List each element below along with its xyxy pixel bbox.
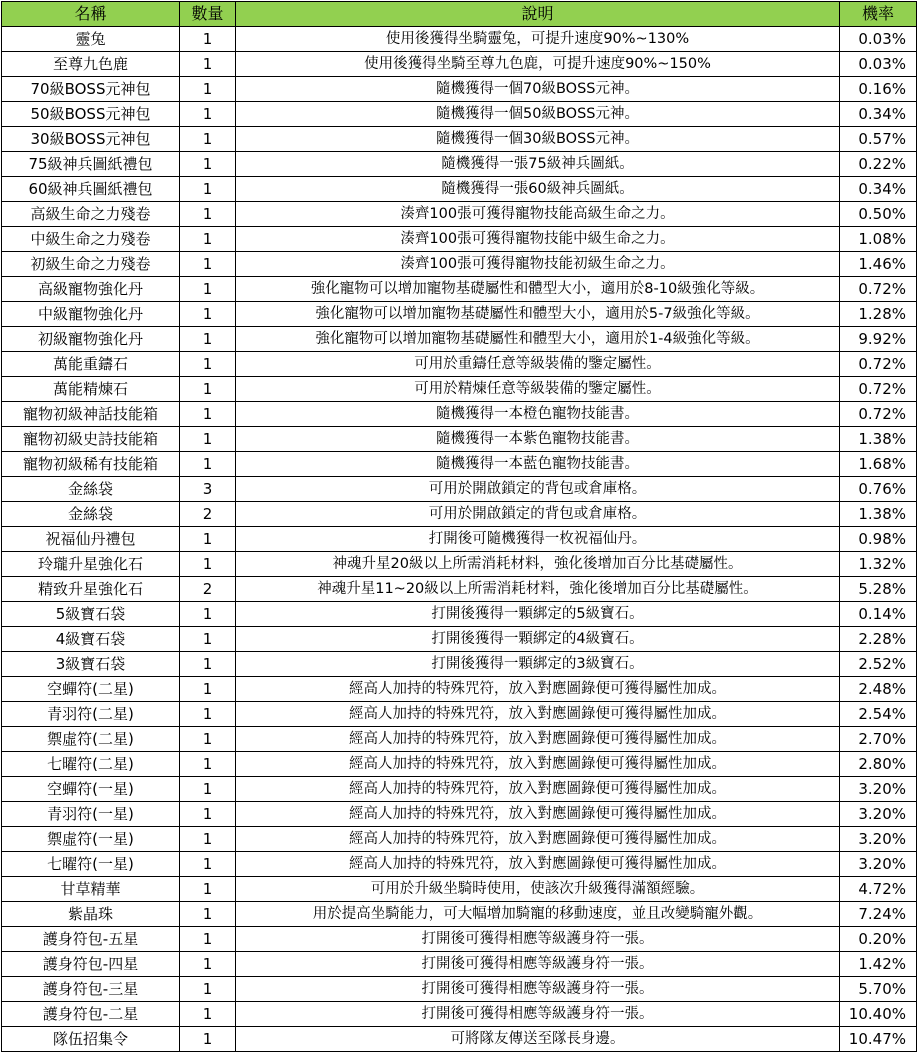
item-rate: 2.28%	[840, 627, 917, 652]
item-description: 經高人加持的特殊咒符，放入對應圖錄便可獲得屬性加成。	[236, 702, 840, 727]
item-rate: 0.98%	[840, 527, 917, 552]
item-quantity: 1	[180, 877, 236, 902]
probability-table	[1, 1, 917, 1052]
table-row	[2, 477, 917, 502]
item-name: 精致升星強化石	[2, 577, 180, 602]
item-description: 隨機獲得一個30級BOSS元神。	[236, 127, 840, 152]
item-rate: 0.72%	[840, 402, 917, 427]
table-row	[2, 177, 917, 202]
table-row	[2, 877, 917, 902]
table-row	[2, 327, 917, 352]
item-rate: 0.20%	[840, 927, 917, 952]
item-description: 用於提高坐騎能力，可大幅增加騎寵的移動速度，並且改變騎寵外觀。	[236, 902, 840, 927]
item-quantity: 1	[180, 127, 236, 152]
item-rate: 1.38%	[840, 502, 917, 527]
table-row	[2, 227, 917, 252]
item-description: 經高人加持的特殊咒符，放入對應圖錄便可獲得屬性加成。	[236, 777, 840, 802]
item-description: 經高人加持的特殊咒符，放入對應圖錄便可獲得屬性加成。	[236, 752, 840, 777]
item-rate: 2.54%	[840, 702, 917, 727]
item-description: 可用於開啟鎖定的背包或倉庫格。	[236, 502, 840, 527]
item-name: 寵物初級稀有技能箱	[2, 452, 180, 477]
item-name: 玲瓏升星強化石	[2, 552, 180, 577]
item-rate: 1.08%	[840, 227, 917, 252]
item-description: 可用於精煉任意等級裝備的鑒定屬性。	[236, 377, 840, 402]
item-name: 禦虛符(一星)	[2, 827, 180, 852]
item-quantity: 1	[180, 77, 236, 102]
item-name: 金絲袋	[2, 502, 180, 527]
item-name: 護身符包-四星	[2, 952, 180, 977]
table-row	[2, 302, 917, 327]
item-description: 隨機獲得一本紫色寵物技能書。	[236, 427, 840, 452]
table-row	[2, 952, 917, 977]
item-name: 祝福仙丹禮包	[2, 527, 180, 552]
item-rate: 0.57%	[840, 127, 917, 152]
table-row	[2, 852, 917, 877]
item-name: 七曜符(二星)	[2, 752, 180, 777]
item-quantity: 2	[180, 577, 236, 602]
item-quantity: 1	[180, 352, 236, 377]
item-name: 青羽符(二星)	[2, 702, 180, 727]
item-description: 使用後獲得坐騎靈兔，可提升速度90%~130%	[236, 27, 840, 52]
item-name: 寵物初級神話技能箱	[2, 402, 180, 427]
table-row	[2, 977, 917, 1002]
item-rate: 2.52%	[840, 652, 917, 677]
table-row	[2, 352, 917, 377]
item-quantity: 1	[180, 552, 236, 577]
item-rate: 1.68%	[840, 452, 917, 477]
item-rate: 0.34%	[840, 177, 917, 202]
table-row	[2, 752, 917, 777]
item-rate: 0.72%	[840, 377, 917, 402]
item-rate: 2.70%	[840, 727, 917, 752]
item-name: 護身符包-五星	[2, 927, 180, 952]
table-row	[2, 527, 917, 552]
item-description: 打開後獲得一顆綁定的5級寶石。	[236, 602, 840, 627]
item-name: 高級生命之力殘卷	[2, 202, 180, 227]
item-name: 60級神兵圖紙禮包	[2, 177, 180, 202]
table-row	[2, 577, 917, 602]
item-name: 30級BOSS元神包	[2, 127, 180, 152]
item-quantity: 1	[180, 977, 236, 1002]
item-description: 神魂升星20級以上所需消耗材料，強化後增加百分比基礎屬性。	[236, 552, 840, 577]
item-rate: 1.42%	[840, 952, 917, 977]
item-name: 寵物初級史詩技能箱	[2, 427, 180, 452]
item-description: 隨機獲得一個70級BOSS元神。	[236, 77, 840, 102]
table-row	[2, 202, 917, 227]
item-name: 至尊九色鹿	[2, 52, 180, 77]
table-row	[2, 152, 917, 177]
item-name: 萬能精煉石	[2, 377, 180, 402]
item-quantity: 1	[180, 827, 236, 852]
item-quantity: 1	[180, 652, 236, 677]
table-row	[2, 102, 917, 127]
item-quantity: 1	[180, 902, 236, 927]
table-row	[2, 377, 917, 402]
item-description: 隨機獲得一本藍色寵物技能書。	[236, 452, 840, 477]
item-quantity: 1	[180, 752, 236, 777]
table-row	[2, 502, 917, 527]
header-description: 說明	[236, 2, 840, 27]
table-row	[2, 1002, 917, 1027]
header-rate: 機率	[840, 2, 917, 27]
item-quantity: 1	[180, 1027, 236, 1052]
item-name: 中級寵物強化丹	[2, 302, 180, 327]
table-row	[2, 27, 917, 52]
item-name: 甘草精華	[2, 877, 180, 902]
item-description: 隨機獲得一張60級神兵圖紙。	[236, 177, 840, 202]
item-quantity: 1	[180, 252, 236, 277]
item-rate: 1.46%	[840, 252, 917, 277]
table-row	[2, 52, 917, 77]
item-name: 初級生命之力殘卷	[2, 252, 180, 277]
item-rate: 2.48%	[840, 677, 917, 702]
item-description: 打開後獲得一顆綁定的4級寶石。	[236, 627, 840, 652]
item-name: 空蟬符(一星)	[2, 777, 180, 802]
item-name: 中級生命之力殘卷	[2, 227, 180, 252]
item-rate: 5.70%	[840, 977, 917, 1002]
table-row	[2, 827, 917, 852]
item-description: 經高人加持的特殊咒符，放入對應圖錄便可獲得屬性加成。	[236, 802, 840, 827]
item-name: 靈兔	[2, 27, 180, 52]
item-quantity: 3	[180, 477, 236, 502]
table-header	[2, 2, 917, 27]
item-description: 可用於開啟鎖定的背包或倉庫格。	[236, 477, 840, 502]
item-quantity: 1	[180, 427, 236, 452]
item-rate: 0.76%	[840, 477, 917, 502]
item-quantity: 1	[180, 377, 236, 402]
table-row	[2, 602, 917, 627]
item-quantity: 1	[180, 327, 236, 352]
table-row	[2, 127, 917, 152]
item-name: 初級寵物強化丹	[2, 327, 180, 352]
item-description: 可將隊友傳送至隊長身邊。	[236, 1027, 840, 1052]
table-body	[2, 27, 917, 1052]
item-name: 七曜符(一星)	[2, 852, 180, 877]
item-description: 強化寵物可以增加寵物基礎屬性和體型大小，適用於8-10級強化等級。	[236, 277, 840, 302]
item-name: 金絲袋	[2, 477, 180, 502]
item-quantity: 1	[180, 177, 236, 202]
item-name: 空蟬符(二星)	[2, 677, 180, 702]
item-name: 紫晶珠	[2, 902, 180, 927]
table-row	[2, 652, 917, 677]
item-rate: 10.47%	[840, 1027, 917, 1052]
item-description: 隨機獲得一本橙色寵物技能書。	[236, 402, 840, 427]
item-description: 使用後獲得坐騎至尊九色鹿，可提升速度90%~150%	[236, 52, 840, 77]
item-rate: 5.28%	[840, 577, 917, 602]
item-quantity: 1	[180, 602, 236, 627]
item-name: 3級寶石袋	[2, 652, 180, 677]
table-row	[2, 277, 917, 302]
header-row	[2, 2, 917, 27]
item-rate: 2.80%	[840, 752, 917, 777]
item-description: 經高人加持的特殊咒符，放入對應圖錄便可獲得屬性加成。	[236, 852, 840, 877]
table-row	[2, 552, 917, 577]
item-quantity: 1	[180, 402, 236, 427]
item-description: 神魂升星11~20級以上所需消耗材料，強化後增加百分比基礎屬性。	[236, 577, 840, 602]
item-quantity: 1	[180, 152, 236, 177]
item-name: 高級寵物強化丹	[2, 277, 180, 302]
item-quantity: 1	[180, 277, 236, 302]
table-row	[2, 802, 917, 827]
item-name: 禦虛符(二星)	[2, 727, 180, 752]
item-description: 可用於升級坐騎時使用，使該次升級獲得滿額經驗。	[236, 877, 840, 902]
item-quantity: 1	[180, 102, 236, 127]
item-description: 湊齊100張可獲得寵物技能中級生命之力。	[236, 227, 840, 252]
item-description: 湊齊100張可獲得寵物技能高級生命之力。	[236, 202, 840, 227]
item-rate: 0.34%	[840, 102, 917, 127]
item-description: 湊齊100張可獲得寵物技能初級生命之力。	[236, 252, 840, 277]
item-rate: 0.72%	[840, 277, 917, 302]
item-quantity: 1	[180, 227, 236, 252]
item-name: 青羽符(一星)	[2, 802, 180, 827]
item-description: 隨機獲得一張75級神兵圖紙。	[236, 152, 840, 177]
item-rate: 10.40%	[840, 1002, 917, 1027]
item-description: 打開後可獲得相應等級護身符一張。	[236, 927, 840, 952]
item-quantity: 1	[180, 627, 236, 652]
item-rate: 9.92%	[840, 327, 917, 352]
item-quantity: 1	[180, 727, 236, 752]
item-description: 打開後可隨機獲得一枚祝福仙丹。	[236, 527, 840, 552]
item-rate: 0.03%	[840, 27, 917, 52]
item-name: 萬能重鑄石	[2, 352, 180, 377]
table-row	[2, 627, 917, 652]
item-rate: 0.50%	[840, 202, 917, 227]
item-quantity: 1	[180, 452, 236, 477]
item-description: 隨機獲得一個50級BOSS元神。	[236, 102, 840, 127]
item-description: 打開後可獲得相應等級護身符一張。	[236, 977, 840, 1002]
item-name: 70級BOSS元神包	[2, 77, 180, 102]
item-name: 50級BOSS元神包	[2, 102, 180, 127]
header-quantity: 數量	[180, 2, 236, 27]
item-description: 打開後獲得一顆綁定的3級寶石。	[236, 652, 840, 677]
item-name: 護身符包-二星	[2, 1002, 180, 1027]
item-description: 強化寵物可以增加寵物基礎屬性和體型大小，適用於1-4級強化等級。	[236, 327, 840, 352]
item-quantity: 1	[180, 852, 236, 877]
item-quantity: 1	[180, 677, 236, 702]
table-row	[2, 252, 917, 277]
table-row	[2, 402, 917, 427]
item-description: 強化寵物可以增加寵物基礎屬性和體型大小，適用於5-7級強化等級。	[236, 302, 840, 327]
item-description: 經高人加持的特殊咒符，放入對應圖錄便可獲得屬性加成。	[236, 727, 840, 752]
item-rate: 4.72%	[840, 877, 917, 902]
item-rate: 3.20%	[840, 802, 917, 827]
table-row	[2, 1027, 917, 1052]
item-name: 75級神兵圖紙禮包	[2, 152, 180, 177]
item-quantity: 1	[180, 527, 236, 552]
item-quantity: 1	[180, 302, 236, 327]
item-name: 隊伍招集令	[2, 1027, 180, 1052]
item-rate: 0.14%	[840, 602, 917, 627]
item-description: 經高人加持的特殊咒符，放入對應圖錄便可獲得屬性加成。	[236, 827, 840, 852]
item-rate: 0.72%	[840, 352, 917, 377]
item-quantity: 1	[180, 202, 236, 227]
item-rate: 1.38%	[840, 427, 917, 452]
table-row	[2, 77, 917, 102]
item-quantity: 2	[180, 502, 236, 527]
table-row	[2, 902, 917, 927]
item-quantity: 1	[180, 927, 236, 952]
table-row	[2, 927, 917, 952]
item-quantity: 1	[180, 702, 236, 727]
table-row	[2, 427, 917, 452]
item-quantity: 1	[180, 777, 236, 802]
item-description: 打開後可獲得相應等級護身符一張。	[236, 952, 840, 977]
item-quantity: 1	[180, 52, 236, 77]
header-name: 名稱	[2, 2, 180, 27]
item-name: 5級寶石袋	[2, 602, 180, 627]
item-rate: 3.20%	[840, 827, 917, 852]
table-row	[2, 677, 917, 702]
item-rate: 3.20%	[840, 852, 917, 877]
item-description: 經高人加持的特殊咒符，放入對應圖錄便可獲得屬性加成。	[236, 677, 840, 702]
table-row	[2, 727, 917, 752]
item-rate: 1.32%	[840, 552, 917, 577]
item-rate: 0.22%	[840, 152, 917, 177]
item-name: 4級寶石袋	[2, 627, 180, 652]
table-row	[2, 452, 917, 477]
item-quantity: 1	[180, 952, 236, 977]
item-rate: 0.16%	[840, 77, 917, 102]
item-quantity: 1	[180, 1002, 236, 1027]
item-description: 可用於重鑄任意等級裝備的鑒定屬性。	[236, 352, 840, 377]
item-description: 打開後可獲得相應等級護身符一張。	[236, 1002, 840, 1027]
item-rate: 3.20%	[840, 777, 917, 802]
table-row	[2, 702, 917, 727]
item-rate: 7.24%	[840, 902, 917, 927]
item-quantity: 1	[180, 802, 236, 827]
item-quantity: 1	[180, 27, 236, 52]
table-row	[2, 777, 917, 802]
item-rate: 1.28%	[840, 302, 917, 327]
item-name: 護身符包-三星	[2, 977, 180, 1002]
item-rate: 0.03%	[840, 52, 917, 77]
